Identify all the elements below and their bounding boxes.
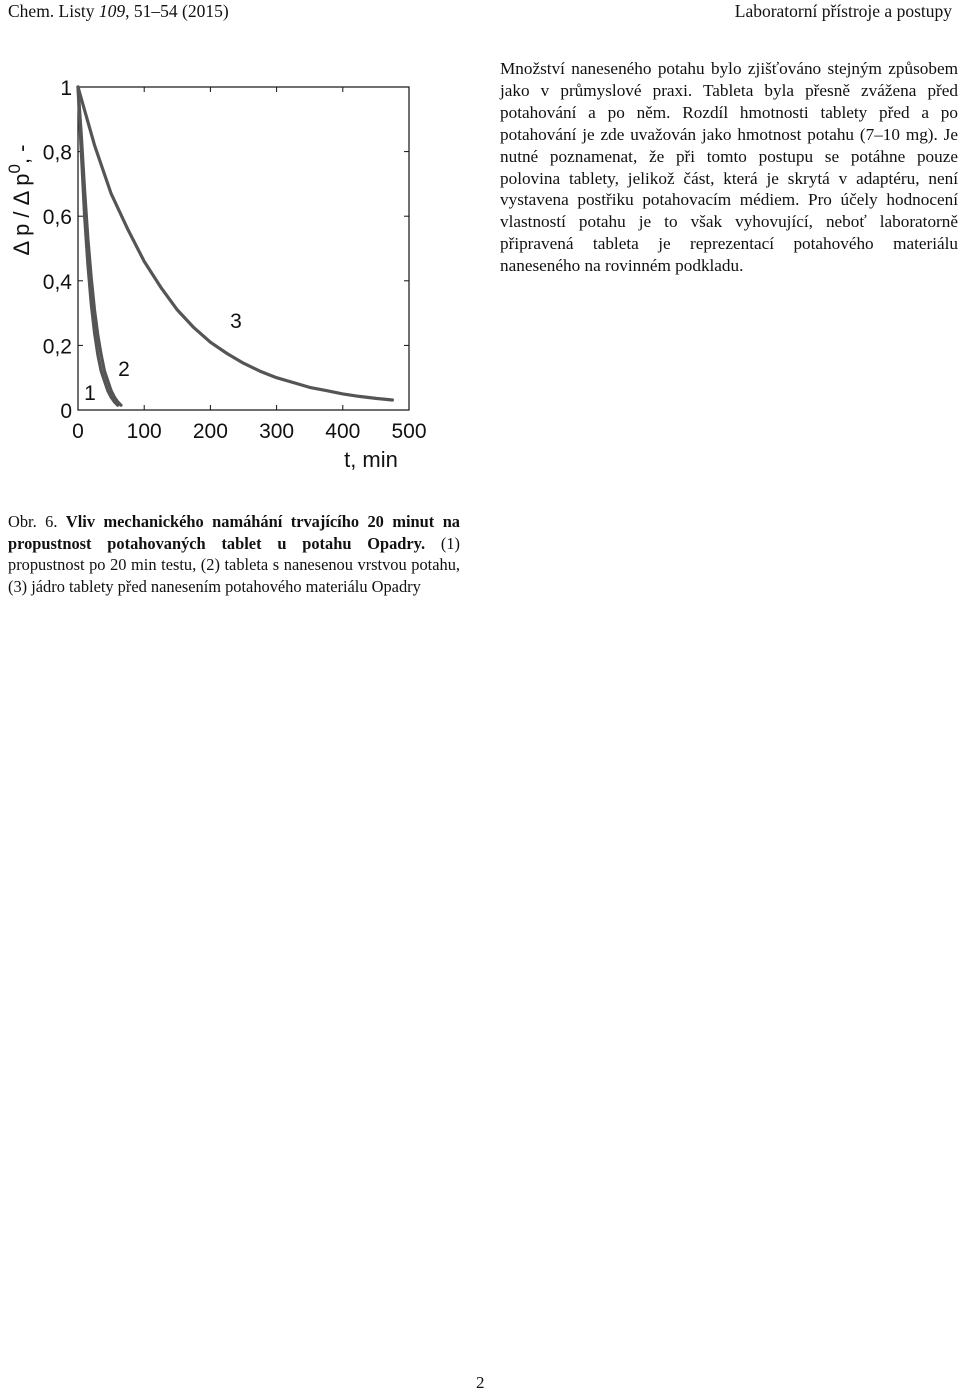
body-paragraph: Množství naneseného potahu bylo zjišťováno stejným způsobem jako v průmyslové praxi. Tableta byla přesně zvážena před potahování a po něm. Rozdíl hmotnosti tablety před a po potahování je zde uvažován jako hmotnost potahu (7–10 mg). Je nutné poznamenat, že při tomto postupu se potáhne pouze polovina tablety, jelikož část, která je skrytá v adaptéru, není vystavena postřiku potahovacím médiem. Pro účely hodnocení vlastností potahu je to však vyhovující, neboť laboratorně připravená tableta je reprezentací potahového materiálu naneseného na rovinném podkladu. xyxy=(500,59,958,276)
x-tick-label: 100 xyxy=(126,420,162,443)
series-3-line xyxy=(78,87,392,400)
curve-label-2: 2 xyxy=(118,358,130,381)
figure-caption xyxy=(8,511,460,597)
caption-title: Vliv mechanického namáhání trvajícího 20 minut na propustnost potahovaných tablet u potahu Opadry. xyxy=(8,512,460,553)
y-tick-label: 1 xyxy=(60,77,72,100)
page-number: 2 xyxy=(476,1373,485,1392)
x-tick-label: 300 xyxy=(259,420,295,443)
running-header-journal xyxy=(8,1,229,22)
y-axis-label xyxy=(5,144,34,255)
caption-text: (1) propustnost po 20 min testu, (2) tableta s nanesenou vrstvou potahu, (3) jádro tablety před nanesením potahového materiálu Opadry xyxy=(8,533,460,596)
y-tick-label: 0,4 xyxy=(42,270,72,294)
x-tick-label: 500 xyxy=(391,420,427,443)
x-axis-ticks xyxy=(72,87,426,443)
y-axis-ticks xyxy=(43,77,409,423)
y-tick-label: 0 xyxy=(60,400,72,423)
y-tick-label: 0,2 xyxy=(42,335,72,359)
caption-label: Obr. 6. xyxy=(8,512,66,531)
journal-volume: 109 xyxy=(98,1,126,21)
y-tick-label: 0,6 xyxy=(42,206,72,230)
y-axis-label-sup: 0 xyxy=(5,164,24,174)
curve-label-1: 1 xyxy=(84,382,96,405)
series-1-line xyxy=(78,87,118,405)
permeability-chart xyxy=(0,60,480,480)
curve-label-3: 3 xyxy=(230,310,242,333)
journal-pages-year: , 51–54 (2015) xyxy=(125,1,229,21)
x-tick-label: 0 xyxy=(72,420,84,443)
journal-name: Chem. Listy xyxy=(8,1,99,21)
x-tick-label: 400 xyxy=(325,420,361,443)
x-axis-label: t, min xyxy=(344,447,398,472)
y-tick-label: 0,8 xyxy=(42,141,72,165)
y-axis-label-unit: , - xyxy=(9,144,34,165)
y-axis-label-main: Δ p / Δ p xyxy=(9,173,34,256)
running-header-section: Laboratorní přístroje a postupy xyxy=(734,1,952,21)
x-tick-label: 200 xyxy=(192,420,228,443)
